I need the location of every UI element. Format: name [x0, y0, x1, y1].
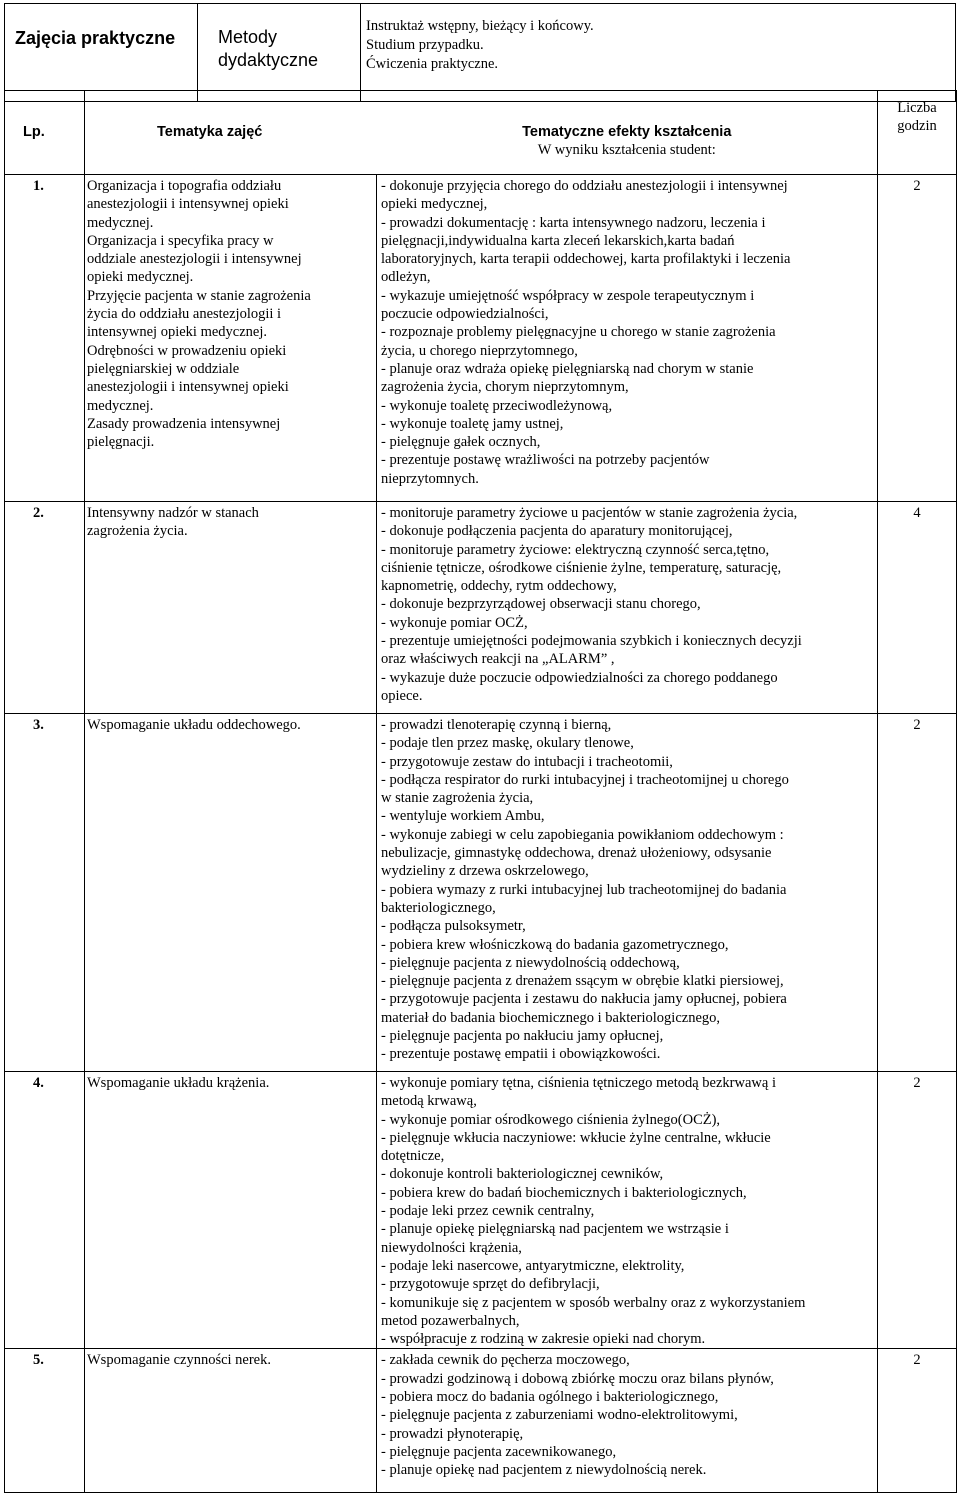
effect-line: ciśnienie tętnicze, ośrodkowe ciśnienie żylne, temperaturę, saturację, — [381, 559, 782, 576]
effect-line: - prezentuje umiejętności podejmowania szybkich i koniecznych decyzji — [381, 633, 802, 650]
topic-cell — [85, 502, 377, 714]
efekty-title: Tematyczne efekty kształcenia — [522, 124, 732, 140]
effect-line: - przygotowuje zestaw do intubacji i tracheotomii, — [381, 753, 673, 770]
metody-line-1: Metody — [218, 27, 278, 47]
hours-cell: 2 — [878, 714, 957, 1072]
effect-line: - pobiera krew do badań biochemicznych i bakteriologicznych, — [381, 1184, 747, 1201]
tematyka-header: Tematyka zajęć — [85, 91, 377, 175]
topic-line: Wspomaganie układu krążenia. — [87, 1075, 270, 1091]
hours-cell: 4 — [878, 502, 957, 714]
lp-header: Lp. — [5, 91, 85, 175]
effect-line: - wykonuje toaletę jamy ustnej, — [381, 415, 564, 432]
effect-line: pielęgnacji,indywidualna karta zleceń lekarskich,karta badań — [381, 232, 735, 249]
topic-line: medycznej. — [87, 214, 154, 231]
topic-line: anestezjologii i intensywnej opieki — [87, 196, 289, 213]
effect-line: - pobiera mocz do badania ogólnego i bakteriologicznego, — [381, 1389, 719, 1406]
instrukcja-3: Ćwiczenia praktyczne. — [366, 56, 499, 72]
topic-line: Zasady prowadzenia intensywnej — [87, 415, 281, 432]
efekty-header — [377, 91, 878, 175]
table-row — [5, 502, 957, 714]
table-row — [5, 1349, 957, 1493]
effect-line: - pielęgnuje pacjenta z niewydolnością oddechową, — [381, 954, 680, 971]
effect-line: życia, u chorego nieprzytomnego, — [381, 342, 578, 359]
effect-line: - współpracuje z rodziną w zakresie opieki nad chorym. — [381, 1331, 706, 1348]
effect-line: - rozpoznaje problemy pielęgnacyjne u chorego w stanie zagrożenia — [381, 324, 776, 341]
row-number: 5. — [5, 1349, 85, 1493]
topic-line: medycznej. — [87, 397, 154, 414]
effect-line: - wykonuje pomiar OCŻ, — [381, 614, 528, 631]
effect-line: - podłącza respirator do rurki intubacyjnej i tracheotomijnej u chorego — [381, 771, 789, 788]
hours-cell: 2 — [878, 1072, 957, 1349]
header-table — [4, 3, 956, 102]
effect-line: - podaje leki przez cewnik centralny, — [381, 1203, 595, 1220]
effect-line: - wentyluje workiem Ambu, — [381, 808, 545, 825]
topic-line: Odrębności w prowadzeniu opieki — [87, 342, 287, 359]
effects-cell — [377, 1349, 878, 1493]
effect-line: poczucie odpowiedzialności, — [381, 306, 549, 323]
effect-line: wydzieliny z drzewa oskrzelowego, — [381, 863, 589, 880]
effect-line: - dokonuje bezprzyrządowej obserwacji stanu chorego, — [381, 596, 701, 613]
liczba-godzin-header — [878, 91, 957, 175]
column-header-row — [5, 91, 957, 175]
row-number: 4. — [5, 1072, 85, 1349]
effect-line: w stanie zagrożenia życia, — [381, 790, 534, 807]
effect-line: - pielęgnuje pacjenta z drenażem ssącym w obrębie klatki piersiowej, — [381, 973, 784, 990]
effects-cell — [377, 714, 878, 1072]
effect-line: - pobiera wymazy z rurki intubacyjnej lub tracheotomijnej do badania — [381, 881, 787, 898]
hours-cell: 2 — [878, 175, 957, 502]
table-row — [5, 1072, 957, 1349]
instrukcja-1: Instruktaż wstępny, bieżący i końcowy. — [366, 18, 594, 34]
effect-line: - prowadzi tlenoterapię czynną i bierną, — [381, 717, 612, 733]
row-number: 1. — [5, 175, 85, 502]
curriculum-table — [4, 90, 957, 1493]
zajecia-cell: Zajęcia praktyczne — [5, 4, 198, 102]
effect-line: niewydolności krążenia, — [381, 1239, 522, 1256]
hours-cell: 2 — [878, 1349, 957, 1493]
effect-line: - pielęgnuje wkłucia naczyniowe: wkłucie żylne centralne, wkłucie — [381, 1129, 771, 1146]
topic-line: Przyjęcie pacjenta w stanie zagrożenia — [87, 287, 311, 304]
effect-line: - planuje opiekę nad pacjentem z niewydolnością nerek. — [381, 1462, 707, 1479]
effect-line: - planuje opiekę pielęgniarską nad pacjentem we wstrząsie i — [381, 1221, 729, 1238]
topic-line: pielęgnacji. — [87, 434, 155, 451]
topic-line: anestezjologii i intensywnej opieki — [87, 379, 289, 396]
effect-line: - planuje oraz wdraża opiekę pielęgniarską nad chorym w stanie — [381, 360, 754, 377]
topic-cell — [85, 1349, 377, 1493]
topic-line: Wspomaganie czynności nerek. — [87, 1352, 271, 1369]
topic-line: oddziale anestezjologii i intensywnej — [87, 251, 302, 268]
effect-line: nieprzytomnych. — [381, 470, 479, 487]
effect-line: metod pozawerbalnych, — [381, 1312, 520, 1329]
effect-line: - prowadzi godzinową i dobową zbiórkę moczu oraz bilans płynów, — [381, 1370, 774, 1387]
topic-line: zagrożenia życia. — [87, 523, 188, 540]
effect-line: kapnometrię, oddechy, rytm oddechowy, — [381, 578, 617, 595]
effect-line: opiece. — [381, 687, 423, 704]
effects-cell — [377, 175, 878, 502]
row-number: 3. — [5, 714, 85, 1072]
effect-line: - prezentuje postawę empatii i obowiązkowości. — [381, 1046, 661, 1063]
effect-line: - zakłada cewnik do pęcherza moczowego, — [381, 1352, 630, 1369]
topic-line: intensywnej opieki medycznej. — [87, 324, 267, 341]
effect-line: - wykonuje zabiegi w celu zapobiegania powikłaniom oddechowym : — [381, 826, 784, 843]
topic-line: Organizacja i specyfika pracy w — [87, 232, 274, 249]
effect-line: odleżyn, — [381, 269, 431, 286]
effect-line: metodą krwawą, — [381, 1093, 477, 1110]
effect-line: - wykonuje pomiary tętna, ciśnienia tętniczego metodą bezkrwawą i — [381, 1075, 776, 1091]
effect-line: - dokonuje podłączenia pacjenta do aparatury monitorującej, — [381, 523, 733, 540]
effect-line: - pobiera krew włośniczkową do badania gazometrycznego, — [381, 936, 729, 953]
effect-line: - prowadzi dokumentację : karta intensywnego nadzoru, leczenia i — [381, 214, 766, 231]
effect-line: bakteriologicznego, — [381, 899, 496, 916]
effect-line: - podaje leki nasercowe, antyarytmiczne, elektrolity, — [381, 1257, 685, 1274]
effect-line: - monitoruje parametry życiowe: elektryczną czynność serca,tętno, — [381, 541, 770, 558]
table-row — [5, 714, 957, 1072]
effect-line: - pielęgnuje gałek ocznych, — [381, 434, 541, 451]
instrukcje-cell — [361, 4, 956, 102]
effect-line: materiał do badania biochemicznego i bakteriologicznego, — [381, 1009, 721, 1026]
effect-line: - podaje tlen przez maskę, okulary tlenowe, — [381, 735, 634, 752]
effect-line: - komunikuje się z pacjentem w sposób werbalny oraz z wykorzystaniem — [381, 1294, 806, 1311]
effect-line: - prowadzi płynoterapię, — [381, 1425, 524, 1442]
table-row — [5, 175, 957, 502]
efekty-subtitle: W wyniku kształcenia student: — [537, 142, 716, 159]
effect-line: - dokonuje przyjęcia chorego do oddziału anestezjologii i intensywnej — [381, 178, 788, 194]
effect-line: zagrożenia życia, chorym nieprzytomnym, — [381, 379, 629, 396]
effect-line: - wykonuje pomiar ośrodkowego ciśnienia żylnego(OCŻ), — [381, 1111, 721, 1128]
effect-line: opieki medycznej, — [381, 196, 488, 213]
effect-line: - pielęgnuje pacjenta z zaburzeniami wodno-elektrolitowymi, — [381, 1407, 738, 1424]
metody-cell — [198, 4, 361, 102]
instrukcja-2: Studium przypadku. — [366, 37, 484, 53]
effects-cell — [377, 502, 878, 714]
effect-line: - przygotowuje pacjenta i zestawu do nakłucia jamy opłucnej, pobiera — [381, 991, 787, 1008]
effect-line: - dokonuje kontroli bakteriologicznej cewników, — [381, 1166, 664, 1183]
effect-line: - podłącza pulsoksymetr, — [381, 918, 526, 935]
row-number: 2. — [5, 502, 85, 714]
topic-cell — [85, 1072, 377, 1349]
effects-cell — [377, 1072, 878, 1349]
effect-line: nebulizacje, gimnastykę oddechowa, drenaż ułożeniowy, odsysanie — [381, 845, 772, 862]
effect-line: - wykazuje umiejętność współpracy w zespole terapeutycznym i — [381, 287, 755, 304]
godzin-label: godzin — [897, 118, 937, 135]
effect-line: - wykonuje toaletę przeciwodleżynową, — [381, 397, 613, 414]
topic-line: Organizacja i topografia oddziału — [87, 178, 282, 194]
topic-line: pielęgniarskiej w oddziale — [87, 360, 240, 377]
topic-line: życia do oddziału anestezjologii i — [87, 306, 282, 323]
effect-line: - pielęgnuje pacjenta zacewnikowanego, — [381, 1443, 617, 1460]
liczba-label: Liczba — [897, 100, 937, 116]
effect-line: oraz właściwych reakcji na „ALARM” , — [381, 651, 615, 668]
topic-cell — [85, 714, 377, 1072]
topic-line: opieki medycznej. — [87, 269, 194, 286]
effect-line: - prezentuje postawę wrażliwości na potrzeby pacjentów — [381, 452, 710, 469]
effect-line: dotętnicze, — [381, 1148, 445, 1165]
topic-cell — [85, 175, 377, 502]
effect-line: laboratoryjnych, karta terapii oddechowej, karta profilaktyki i leczenia — [381, 251, 791, 268]
effect-line: - pielęgnuje pacjenta po nakłuciu jamy opłucnej, — [381, 1028, 664, 1045]
metody-line-2: dydaktyczne — [218, 50, 319, 70]
effect-line: - monitoruje parametry życiowe u pacjentów w stanie zagrożenia życia, — [381, 505, 798, 521]
effect-line: - przygotowuje sprzęt do defibrylacji, — [381, 1276, 600, 1293]
topic-line: Wspomaganie układu oddechowego. — [87, 717, 301, 733]
topic-line: Intensywny nadzór w stanach — [87, 505, 259, 521]
effect-line: - wykazuje duże poczucie odpowiedzialności za chorego poddanego — [381, 669, 778, 686]
